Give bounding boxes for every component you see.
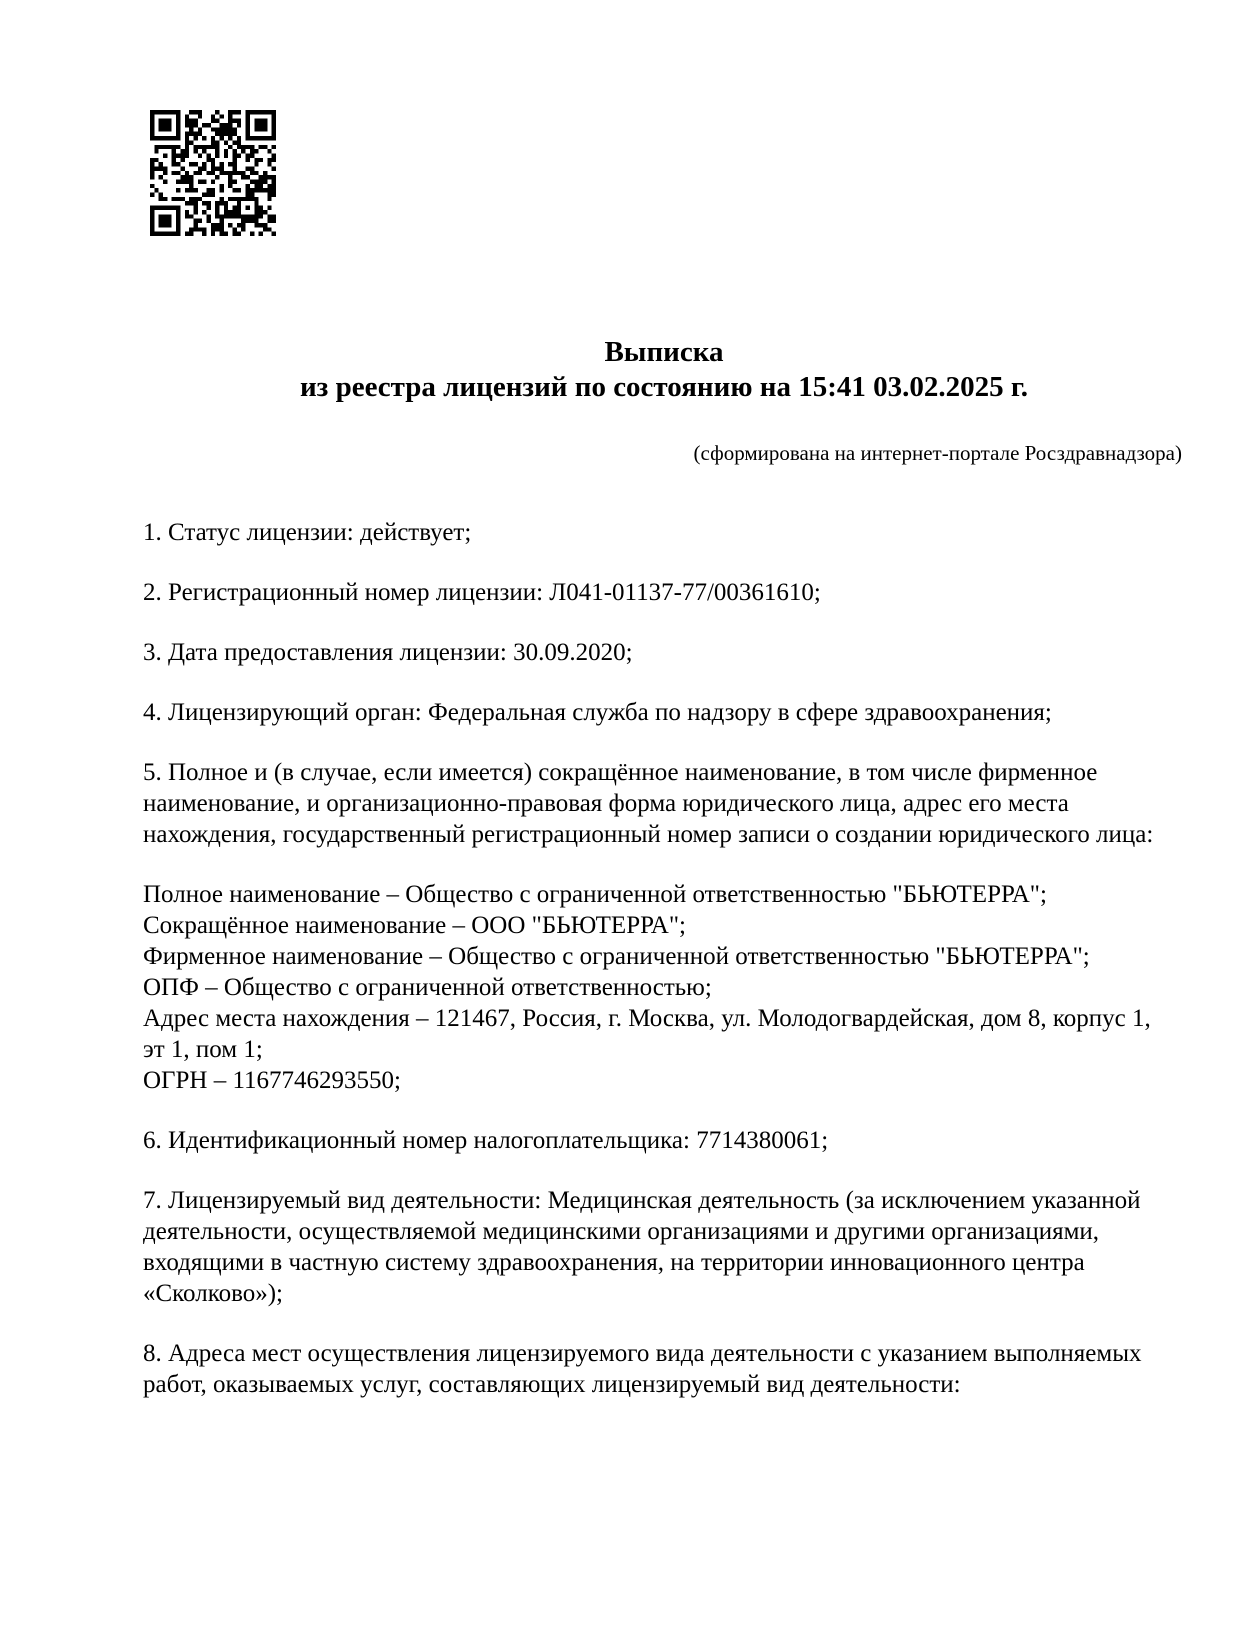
text-line: 7. Лицензируемый вид деятельности: Медицинская деятельность (за исключением указанной [143,1187,1141,1214]
text-line: Адрес места нахождения – 121467, Россия, г. Москва, ул. Молодогвардейская, дом 8, корпус 1, [143,1005,1151,1032]
text-line: 3. Дата предоставления лицензии: 30.09.2020; [143,639,633,666]
text-line: Фирменное наименование – Общество с ограниченной ответственностью "БЬЮТЕРРА"; [143,943,1090,970]
text-line: наименование, и организационно-правовая форма юридического лица, адрес его места [143,790,1069,817]
text-line: 5. Полное и (в случае, если имеется) сокращённое наименование, в том числе фирменное [143,759,1098,786]
paragraph [143,757,1205,850]
paragraph [143,879,1205,1096]
paragraph [143,1125,1205,1156]
paragraph [143,1338,1205,1400]
paragraph [143,637,1205,668]
text-line: 1. Статус лицензии: действует; [143,519,472,546]
text-line: Полное наименование – Общество с ограниченной ответственностью "БЬЮТЕРРА"; [143,881,1047,908]
paragraph [143,517,1205,548]
text-line: 6. Идентификационный номер налогоплательщика: 7714380061; [143,1127,829,1154]
qr-code-image [150,110,276,236]
qr-code-icon [150,110,276,236]
text-line: 2. Регистрационный номер лицензии: Л041-01137-77/00361610; [143,579,821,606]
text-line: ОПФ – Общество с ограниченной ответственностью; [143,974,712,1001]
document-subtitle: (сформирована на интернет-портале Росздравнадзора) [693,441,1182,465]
paragraph [143,577,1205,608]
document-title-block [140,335,1188,405]
document-body [143,517,1205,1429]
text-line: работ, оказываемых услуг, составляющих лицензируемый вид деятельности: [143,1371,961,1398]
text-line: ОГРН – 1167746293550; [143,1067,401,1094]
text-line: входящими в частную систему здравоохранения, на территории инновационного центра [143,1249,1085,1276]
text-line: «Сколково»); [143,1280,283,1307]
text-line: Сокращённое наименование – ООО "БЬЮТЕРРА"; [143,912,687,939]
document-title-line-2: из реестра лицензий по состоянию на 15:41 03.02.2025 г. [299,371,1029,403]
paragraph [143,697,1205,728]
text-line: деятельности, осуществляемой медицинскими организациями и другими организациями, [143,1218,1100,1245]
text-line: 4. Лицензирующий орган: Федеральная служба по надзору в сфере здравоохранения; [143,699,1052,726]
document-title-line-1: Выписка [604,336,724,368]
text-line: эт 1, пом 1; [143,1036,263,1063]
text-line: 8. Адреса мест осуществления лицензируемого вида деятельности с указанием выполняемых [143,1340,1142,1367]
text-line: нахождения, государственный регистрационный номер записи о создании юридического лица: [143,821,1154,848]
paragraph [143,1185,1205,1309]
